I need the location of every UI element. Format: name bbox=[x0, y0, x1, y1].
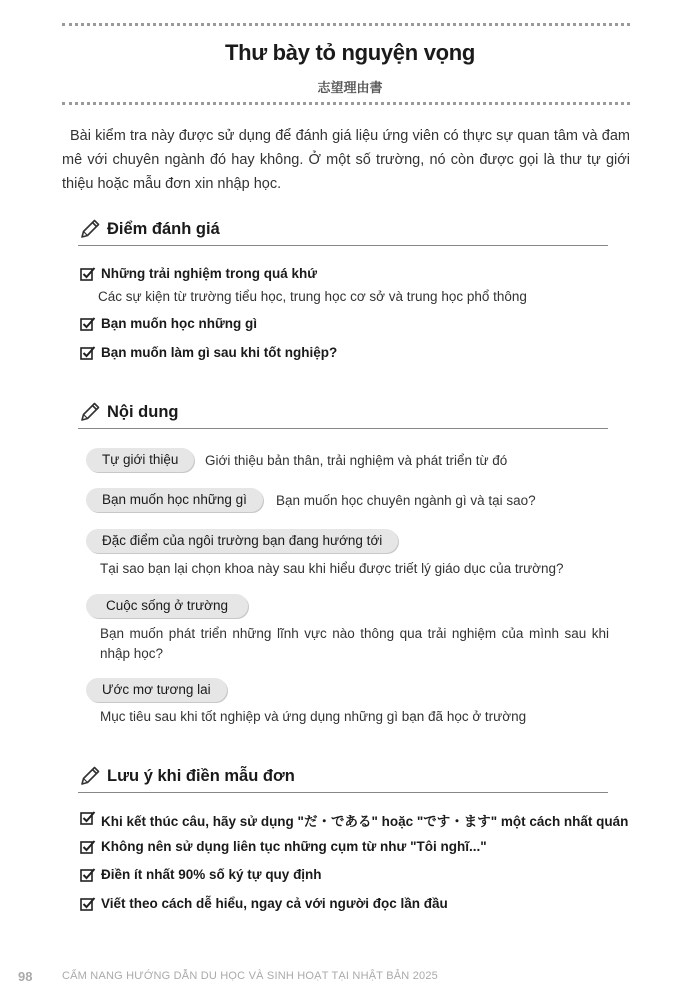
evaluation-item-label: Bạn muốn học những gì bbox=[101, 316, 258, 331]
content-tag: Bạn muốn học những gì bbox=[86, 488, 263, 512]
section-title: Nội dung bbox=[107, 403, 179, 421]
content-description: Bạn muốn học chuyên ngành gì và tại sao? bbox=[276, 493, 536, 508]
section-title: Lưu ý khi điền mẫu đơn bbox=[107, 767, 295, 785]
evaluation-item-detail: Các sự kiện từ trường tiểu học, trung học cơ sở và trung học phổ thông bbox=[98, 289, 527, 304]
page-title: Thư bày tỏ nguyện vọng bbox=[224, 40, 476, 65]
note-item-label: Điền ít nhất 90% số ký tự quy định bbox=[101, 867, 322, 882]
top-dotted-divider bbox=[62, 23, 630, 26]
bottom-dotted-divider bbox=[62, 102, 630, 105]
intro-paragraph: Bài kiểm tra này được sử dụng để đánh giá liệu ứng viên có thực sự quan tâm và đam mê với chuyên ngành đó hay không. Ở một số trường, nó còn được gọi là thư tự giới thiệu hoặc mẫu đơn xin nhập học. bbox=[62, 128, 630, 192]
pencil-icon bbox=[78, 764, 102, 788]
content-tag: Tự giới thiệu bbox=[86, 448, 194, 472]
content-description: Mục tiêu sau khi tốt nghiệp và ứng dụng những gì bạn đã học ở trường bbox=[100, 709, 527, 724]
page-number: 98 bbox=[18, 969, 33, 984]
checkbox-check-icon bbox=[80, 810, 96, 826]
checkbox-check-icon bbox=[80, 316, 96, 332]
page-subtitle: 志望理由書 bbox=[317, 80, 383, 95]
content-tag: Đặc điểm của ngôi trường bạn đang hướng tới bbox=[86, 529, 398, 553]
content-description: Giới thiệu bản thân, trải nghiệm và phát triển từ đó bbox=[205, 453, 508, 468]
pencil-icon bbox=[78, 217, 102, 241]
checkbox-check-icon bbox=[80, 896, 96, 912]
checkbox-check-icon bbox=[80, 266, 96, 282]
content-tag: Cuộc sống ở trường bbox=[86, 594, 248, 618]
section-notes-header bbox=[78, 762, 608, 793]
checkbox-check-icon bbox=[80, 867, 96, 883]
checkbox-check-icon bbox=[80, 839, 96, 855]
section-evaluation-header bbox=[78, 215, 608, 246]
evaluation-item-label: Bạn muốn làm gì sau khi tốt nghiệp? bbox=[101, 345, 338, 360]
note-item-label: Khi kết thúc câu, hãy sử dụng "だ・である" hoặc "です・ます" một cách nhất quán bbox=[101, 814, 629, 829]
footer-title: CẨM NANG HƯỚNG DẪN DU HỌC VÀ SINH HOẠT TẠI NHẬT BẢN 2025 bbox=[62, 970, 438, 982]
section-title: Điểm đánh giá bbox=[107, 220, 220, 238]
section-content-header bbox=[78, 398, 608, 429]
content-description: Bạn muốn phát triển những lĩnh vực nào thông qua trải nghiệm của mình sau khi nhập học? bbox=[100, 626, 609, 661]
note-item-label: Viết theo cách dễ hiểu, ngay cả với người đọc lần đầu bbox=[101, 896, 448, 911]
content-description: Tại sao bạn lại chọn khoa này sau khi hiểu được triết lý giáo dục của trường? bbox=[100, 561, 564, 576]
content-tag: Ước mơ tương lai bbox=[86, 678, 227, 702]
note-item-label: Không nên sử dụng liên tục những cụm từ như "Tôi nghĩ..." bbox=[101, 839, 487, 854]
checkbox-check-icon bbox=[80, 345, 96, 361]
evaluation-item-label: Những trải nghiệm trong quá khứ bbox=[101, 266, 318, 281]
pencil-icon bbox=[78, 400, 102, 424]
